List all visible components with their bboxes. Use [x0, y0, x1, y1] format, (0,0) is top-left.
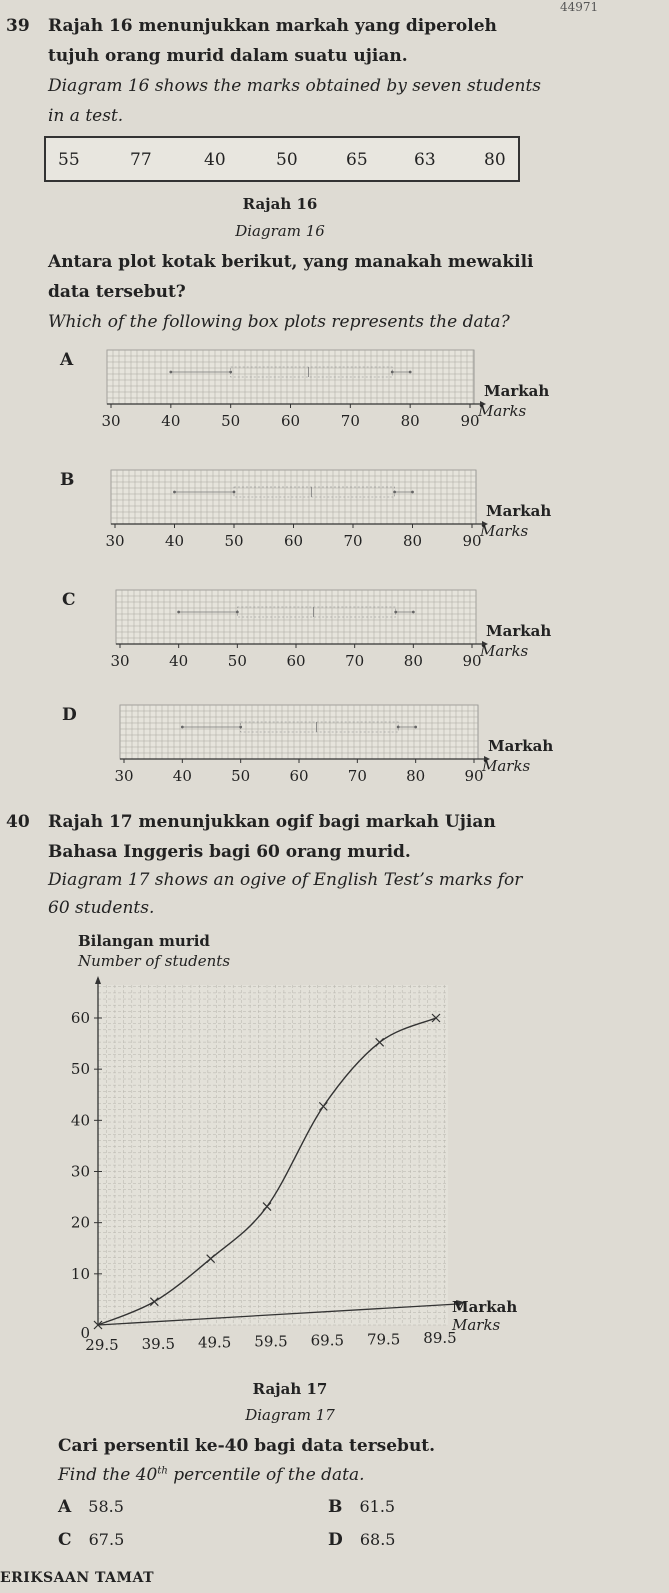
answer-option-c[interactable]: [58, 1530, 124, 1550]
ogive-y-tick-label: 10: [70, 1264, 90, 1283]
axis-tick-label: 30: [101, 412, 121, 430]
q40-number: 40: [6, 812, 30, 832]
ogive-x-tick-label: 39.5: [141, 1334, 176, 1353]
axis-tick-label: 80: [406, 767, 426, 785]
q40-question-malay: Cari persentil ke-40 bagi data tersebut.: [58, 1436, 436, 1456]
axis-label-english: Marks: [480, 522, 529, 540]
q40-malay-line1: Rajah 17 menunjukkan ogif bagi markah Ujian: [48, 812, 496, 832]
q40-question-english-sup: th: [157, 1465, 168, 1477]
answer-option-a[interactable]: [58, 1497, 124, 1517]
q39-mark: 77: [130, 150, 152, 170]
q39-option-c-letter[interactable]: C: [62, 590, 76, 610]
ogive-y-tick-label: 30: [70, 1162, 90, 1181]
axis-label-malay: Markah: [488, 737, 554, 755]
axis-tick-label: 90: [460, 412, 480, 430]
axis-tick-label: 50: [231, 767, 251, 785]
q40-caption-english: Diagram 17: [245, 1406, 335, 1424]
axis-tick-label: 30: [105, 532, 125, 550]
answer-letter: C: [58, 1530, 72, 1550]
axis-label-english: Marks: [482, 757, 531, 775]
q39-number: 39: [6, 16, 30, 36]
axis-tick-label: 30: [110, 652, 130, 670]
ogive-x-tick-label: 89.5: [423, 1329, 457, 1348]
axis-tick-label: 70: [347, 767, 367, 785]
q39-question-english: Which of the following box plots represents the data?: [48, 312, 510, 332]
axis-label-malay: Markah: [484, 382, 550, 400]
q39-english-line1: Diagram 16 shows the marks obtained by seven students: [48, 76, 542, 96]
ogive-y-tick-label: 40: [70, 1111, 90, 1130]
axis-tick-label: 60: [280, 412, 301, 430]
q40-english-line1: Diagram 17 shows an ogive of English Test’s marks for: [48, 870, 523, 890]
axis-label-malay: Markah: [486, 502, 552, 520]
ogive-x-label-malay: Markah: [452, 1298, 518, 1316]
axis-tick-label: 60: [286, 652, 306, 670]
axis-tick-label: 90: [462, 532, 482, 550]
q39-caption-english: Diagram 16: [235, 222, 325, 240]
axis-tick-label: 80: [403, 652, 423, 670]
ogive-y-tick-label: 20: [70, 1213, 90, 1232]
ogive-y-tick-label: 60: [70, 1009, 90, 1027]
q39-mark: 80: [484, 150, 506, 170]
axis-tick-label: 40: [161, 412, 181, 430]
q39-question-malay-line1: Antara plot kotak berikut, yang manakah mewakili: [48, 252, 534, 272]
q40-question-english-pre: Find the 40: [58, 1465, 158, 1485]
page-header-mark: 44971: [560, 0, 599, 14]
q39-option-b-letter[interactable]: B: [60, 470, 75, 490]
axis-label-english: Marks: [478, 402, 527, 420]
q39-mark: 65: [346, 150, 368, 170]
axis-tick-label: 50: [227, 652, 247, 670]
ogive-x-tick-label: 59.5: [254, 1332, 288, 1351]
q39-option-d-letter[interactable]: D: [62, 705, 77, 725]
q39-caption-malay: Rajah 16: [242, 195, 318, 213]
axis-tick-label: 90: [464, 767, 484, 785]
ogive-x-label-english: Marks: [452, 1316, 501, 1334]
q39-malay-line1: Rajah 16 menunjukkan markah yang diperoleh: [48, 16, 497, 36]
ogive-x-tick-label: 69.5: [310, 1331, 345, 1350]
answer-value: 61.5: [359, 1497, 396, 1516]
axis-tick-label: 30: [114, 767, 134, 785]
answer-letter: A: [58, 1497, 72, 1517]
axis-tick-label: 40: [169, 652, 189, 670]
axis-tick-label: 50: [221, 412, 241, 430]
ogive-x-tick-label: 49.5: [197, 1333, 232, 1352]
axis-tick-label: 70: [345, 652, 365, 670]
axis-tick-label: 70: [340, 412, 360, 430]
q40-malay-line2: Bahasa Inggeris bagi 60 orang murid.: [48, 842, 411, 862]
axis-tick-label: 80: [402, 532, 423, 550]
q40-question-english-post: percentile of the data.: [167, 1465, 365, 1485]
answer-value: 68.5: [359, 1530, 396, 1549]
q39-english-line2: in a test.: [48, 106, 124, 126]
answer-option-b[interactable]: [328, 1497, 395, 1517]
ogive-x-tick-label: 79.5: [366, 1330, 401, 1349]
q39-mark: 50: [276, 150, 298, 170]
answer-letter: B: [328, 1497, 343, 1517]
q40-question-english: [58, 1465, 365, 1485]
axis-tick-label: 70: [343, 532, 363, 550]
axis-tick-label: 40: [172, 767, 192, 785]
q39-option-a-letter[interactable]: A: [60, 350, 74, 370]
axis-tick-label: 80: [400, 412, 420, 430]
ogive-y-tick-label: 0: [80, 1324, 90, 1342]
axis-tick-label: 60: [289, 767, 309, 785]
ogive-y-label-malay: Bilangan murid: [78, 932, 210, 950]
q39-malay-line2: tujuh orang murid dalam suatu ujian.: [48, 46, 408, 66]
axis-tick-label: 90: [462, 652, 482, 670]
axis-tick-label: 40: [164, 532, 185, 550]
answer-value: 67.5: [88, 1530, 125, 1549]
answer-option-d[interactable]: [328, 1530, 395, 1550]
ogive-y-label-english: Number of students: [78, 952, 231, 970]
ogive-y-tick-label: 50: [70, 1060, 90, 1079]
q39-question-malay-line2: data tersebut?: [48, 282, 186, 302]
q40-english-line2: 60 students.: [48, 898, 155, 918]
axis-label-english: Marks: [480, 642, 529, 660]
q39-mark: 63: [414, 150, 436, 170]
axis-tick-label: 50: [224, 532, 244, 550]
axis-label-malay: Markah: [486, 622, 552, 640]
answer-letter: D: [328, 1530, 343, 1550]
answer-value: 58.5: [88, 1497, 124, 1516]
axis-tick-label: 60: [283, 532, 304, 550]
q39-mark: 40: [204, 150, 226, 170]
q39-mark: 55: [58, 150, 80, 170]
footer-text: ERIKSAAN TAMAT: [0, 1570, 155, 1586]
q40-caption-malay: Rajah 17: [252, 1380, 328, 1398]
ogive-x-tick-label: 29.5: [85, 1336, 119, 1354]
